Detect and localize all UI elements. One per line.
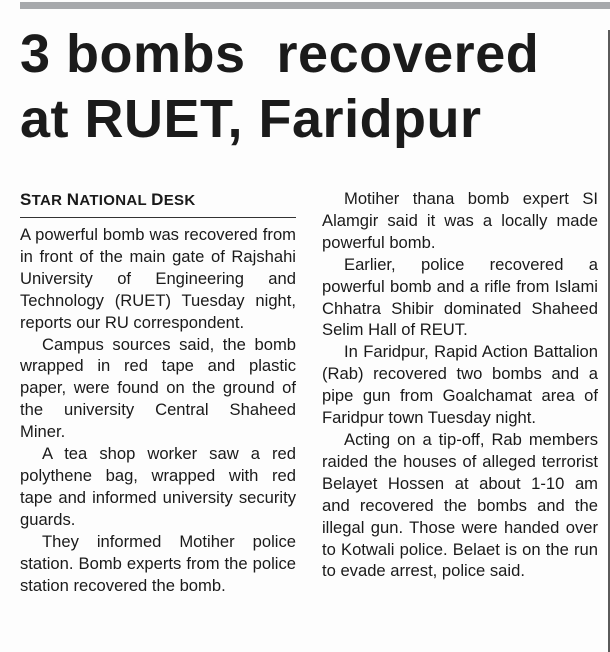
paragraph: In Faridpur, Rapid Action Battalion (Rab) recovered two bombs and a pipe gun from Goalchamat area of Faridpur town Tuesday night. bbox=[322, 342, 598, 428]
byline: STAR NATIONAL DESK bbox=[20, 190, 296, 218]
paragraph: A powerful bomb was recovered from in front of the main gate of Rajshahi University of Engineering and Technology (RUET) Tuesday night, reports our RU correspondent. bbox=[20, 225, 296, 332]
paragraph: Acting on a tip-off, Rab members raided the houses of alleged terrorist Belayet Hossen at about 1-10 am and recovered the bombs and the illegal gun. Those were handed over to Kotwali police. Belaet is on the run to evade arrest, police said. bbox=[322, 429, 598, 581]
paragraph: Campus sources said, the bomb wrapped in red tape and plastic paper, were found on the ground of the university Central Shaheed Miner. bbox=[20, 334, 296, 442]
paragraph: Earlier, police recovered a powerful bomb and a rifle from Islami Chhatra Shibir dominated Shaheed Selim Hall of REUT. bbox=[322, 254, 598, 340]
headline-line-2: at RUET, Faridpur bbox=[20, 89, 482, 149]
right-column bbox=[322, 188, 598, 582]
paragraph: Motiher thana bomb expert SI Alamgir said it was a locally made powerful bomb. bbox=[322, 189, 598, 252]
headline-line-1: 3 bombs recovered bbox=[20, 24, 540, 84]
paragraph: They informed Motiher police station. Bomb experts from the police station recovered the bomb. bbox=[20, 531, 296, 595]
headline bbox=[20, 22, 605, 152]
paragraph: A tea shop worker saw a red polythene bag, wrapped with red tape and informed university security guards. bbox=[20, 444, 296, 529]
left-column bbox=[20, 190, 296, 596]
top-rule bbox=[20, 2, 610, 9]
